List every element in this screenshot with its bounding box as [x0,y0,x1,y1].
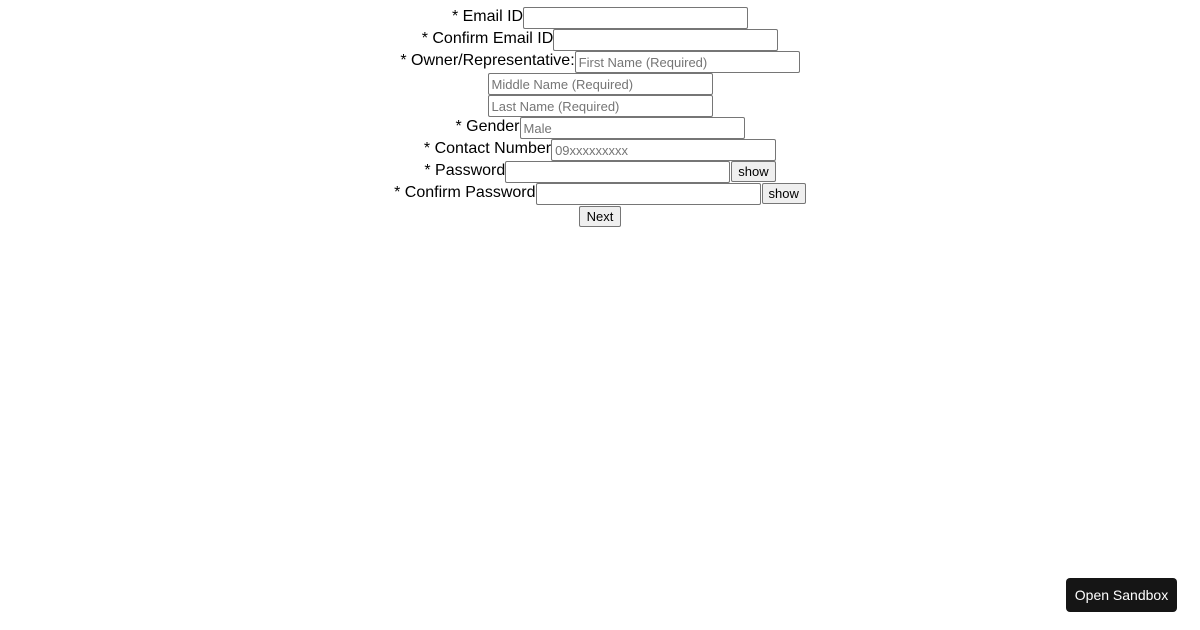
last-name-row [0,95,1200,117]
show-confirm-password-button[interactable]: show [762,183,806,204]
contact-row [0,139,1200,161]
registration-form [0,7,1200,228]
contact-label: * Contact Number [423,140,552,157]
last-name-input[interactable] [488,95,713,117]
next-button[interactable]: Next [579,206,622,227]
email-label: * Email ID [451,8,524,25]
contact-number-input[interactable] [551,139,776,161]
next-row [0,206,1200,228]
confirm-password-input[interactable] [536,183,761,205]
confirm-email-label: * Confirm Email ID [421,30,554,47]
email-input[interactable] [523,7,748,29]
open-sandbox-button[interactable]: Open Sandbox [1066,578,1177,612]
middle-name-input[interactable] [488,73,713,95]
confirm-password-label: * Confirm Password [394,184,536,201]
password-input[interactable] [505,161,730,183]
confirm-email-input[interactable] [553,29,778,51]
gender-label: * Gender [455,118,520,135]
email-row [0,7,1200,29]
gender-row [0,117,1200,139]
password-label: * Password [424,162,506,179]
middle-name-row [0,73,1200,95]
confirm-password-row [0,183,1200,205]
show-password-button[interactable]: show [731,161,775,182]
owner-row [0,51,1200,73]
first-name-input[interactable] [575,51,800,73]
confirm-email-row [0,29,1200,51]
gender-input[interactable] [520,117,745,139]
owner-label: * Owner/Representative: [400,52,575,69]
password-row [0,161,1200,183]
